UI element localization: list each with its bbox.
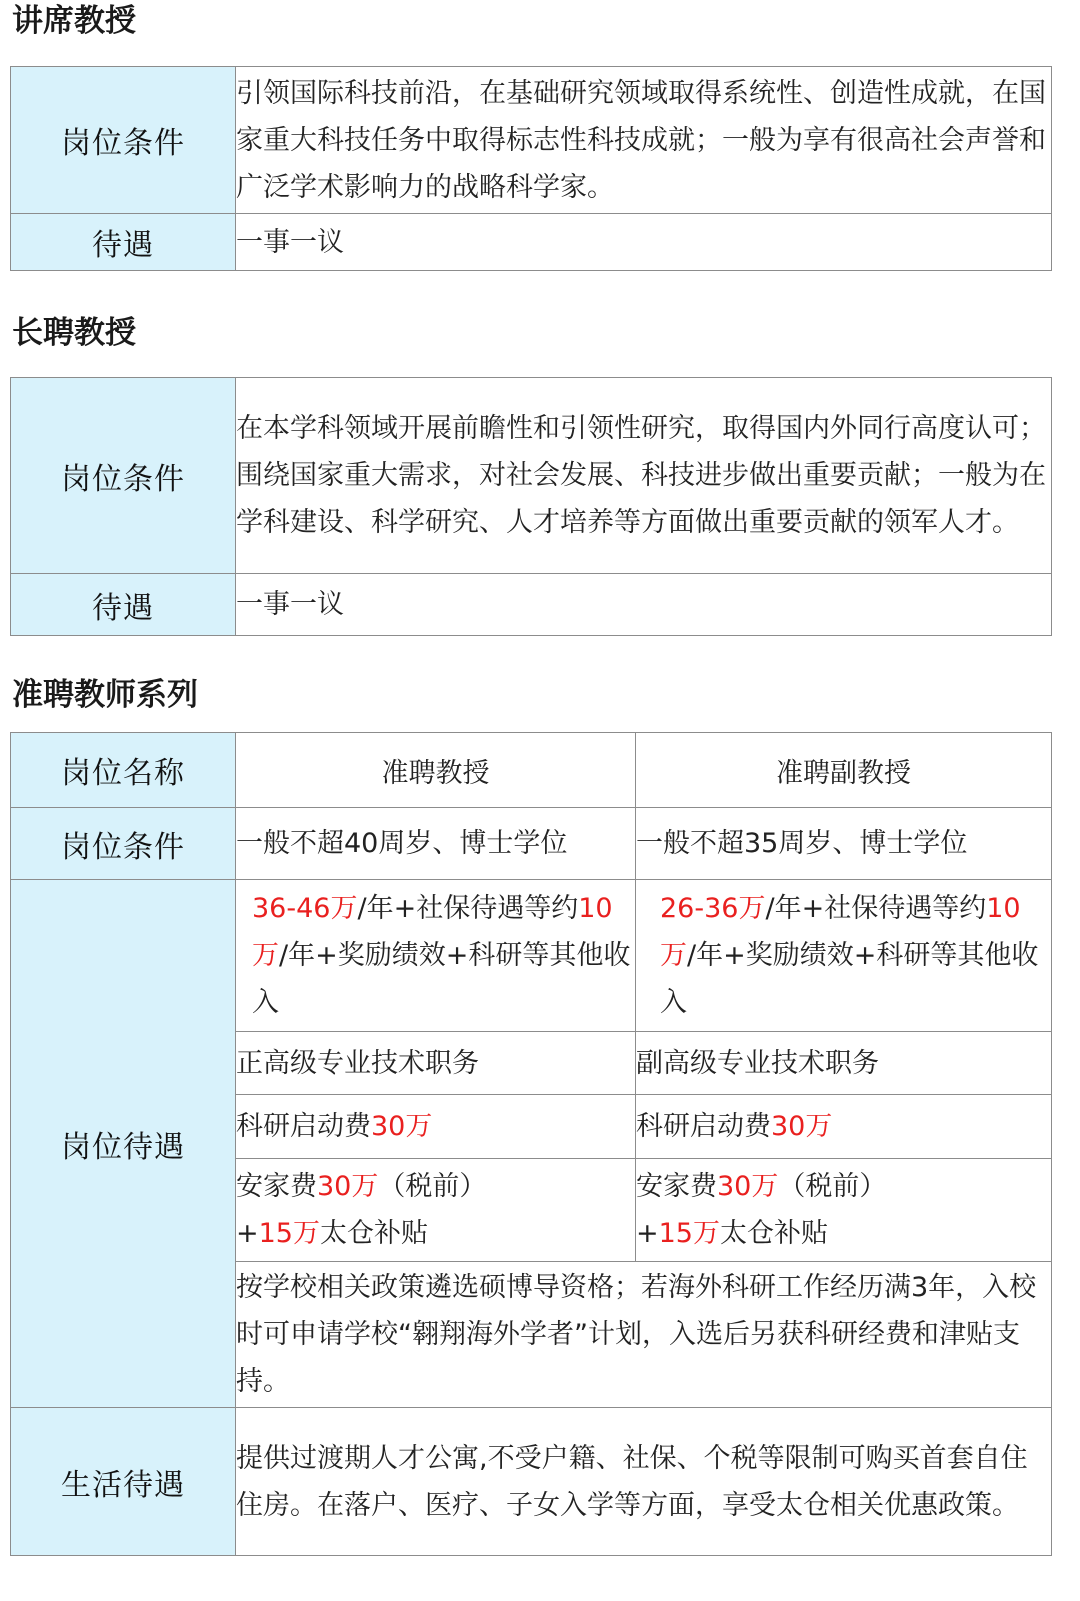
pay-label: 待遇 [11,214,236,271]
salary-professor [236,880,636,1032]
section-title-chair-professor: 讲席教授 [12,3,136,39]
settle-prefix: 安家费 [636,1171,717,1202]
startup-prefix: 科研启动费 [236,1111,371,1142]
tenured-professor-table [10,377,1052,636]
pay-text: 一事一议 [236,574,1052,636]
cond-assoc-professor: 一般不超35周岁、博士学位 [636,808,1052,880]
settle-suffix: （税前） [378,1171,487,1202]
cond-label: 岗位条件 [11,378,236,574]
cond-text: 引领国际科技前沿，在基础研究领域取得系统性、创造性成就，在国家重大科技任务中取得标志性科技成就；一般为享有很高社会声誉和广泛学术影响力的战略科学家。 [236,67,1052,214]
settle-professor [236,1159,636,1262]
salary-rest: /年+社保待遇等约 [765,893,987,924]
life-label: 生活待遇 [11,1408,236,1556]
cond-professor: 一般不超40周岁、博士学位 [236,808,636,880]
section-title-tenure-track: 准聘教师系列 [12,677,198,713]
salary-amount: 26-36万 [660,893,766,924]
startup-professor [236,1095,636,1159]
settle-prefix: 安家费 [236,1171,317,1202]
settle-amount-2: 15万 [258,1218,320,1249]
salary-rest-2: /年+奖励绩效+科研等其他收入 [252,940,631,1018]
startup-prefix: 科研启动费 [636,1111,771,1142]
startup-amount: 30万 [371,1111,433,1142]
settle-suffix-2: 太仓补贴 [319,1218,428,1249]
startup-assoc-professor [636,1095,1052,1159]
settle-assoc-professor [636,1159,1052,1262]
settle-plus: + [636,1218,659,1249]
salary-rest: /年+社保待遇等约 [357,893,579,924]
pay-label: 岗位待遇 [11,880,236,1408]
title-assoc-professor: 副高级专业技术职务 [636,1032,1052,1095]
tenure-track-table [10,732,1052,1556]
startup-amount: 30万 [771,1111,833,1142]
cond-text: 在本学科领域开展前瞻性和引领性研究，取得国内外同行高度认可；围绕国家重大需求，对社会发展、科技进步做出重要贡献；一般为在学科建设、科学研究、人才培养等方面做出重要贡献的领军人才。 [236,378,1052,574]
salary-amount: 36-46万 [252,893,358,924]
policy-text: 按学校相关政策遴选硕博导资格；若海外科研工作经历满3年，入校时可申请学校“翱翔海外学者”计划，入选后另获科研经费和津贴支持。 [236,1262,1052,1408]
salary-rest-2: /年+奖励绩效+科研等其他收入 [660,940,1039,1018]
cond-label: 岗位条件 [11,67,236,214]
pay-text: 一事一议 [236,214,1052,271]
title-professor: 正高级专业技术职务 [236,1032,636,1095]
settle-amount-2: 15万 [658,1218,720,1249]
col-associate-track-assoc-professor: 准聘副教授 [636,733,1052,808]
salary-extra-amount: 10万 [660,893,1021,971]
cond-label: 岗位条件 [11,808,236,880]
salary-extra-amount: 10万 [252,893,613,971]
settle-suffix: （税前） [778,1171,887,1202]
settle-amount: 30万 [717,1171,779,1202]
section-title-tenured-professor: 长聘教授 [12,315,136,351]
life-text: 提供过渡期人才公寓,不受户籍、社保、个税等限制可购买首套自住住房。在落户、医疗、子女入学等方面，享受太仓相关优惠政策。 [236,1408,1052,1556]
col-associate-track-professor: 准聘教授 [236,733,636,808]
chair-professor-table [10,66,1052,271]
settle-plus: + [236,1218,259,1249]
name-label: 岗位名称 [11,733,236,808]
pay-label: 待遇 [11,574,236,636]
settle-suffix-2: 太仓补贴 [719,1218,828,1249]
settle-amount: 30万 [317,1171,379,1202]
salary-assoc-professor [636,880,1052,1032]
